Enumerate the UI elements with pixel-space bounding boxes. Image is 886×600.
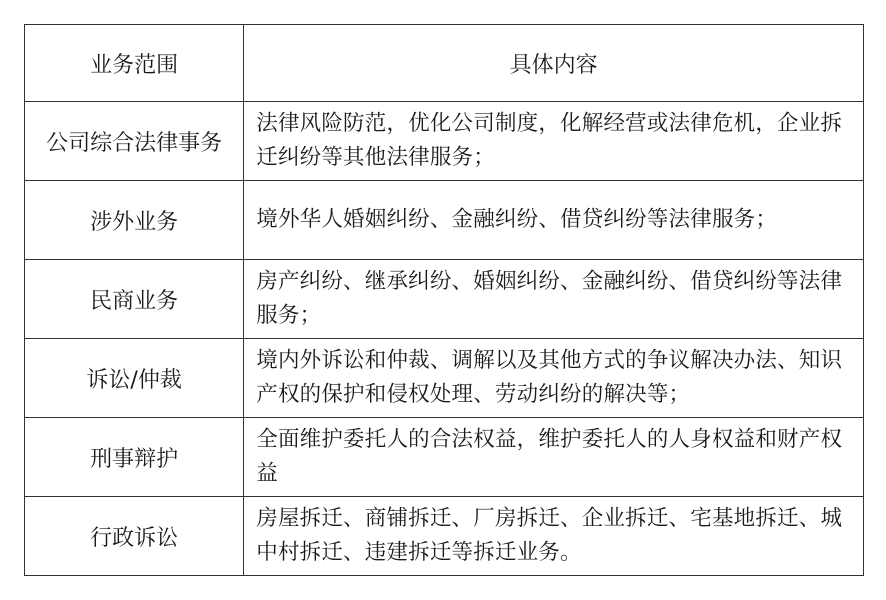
table-row [25, 181, 864, 260]
row-content: 房屋拆迁、商铺拆迁、厂房拆迁、企业拆迁、宅基地拆迁、城中村拆迁、违建拆迁等拆迁业务。 [244, 497, 864, 576]
row-scope: 诉讼/仲裁 [25, 339, 244, 418]
table-row [25, 260, 864, 339]
table-row [25, 102, 864, 181]
row-scope: 行政诉讼 [25, 497, 244, 576]
services-table [24, 24, 864, 576]
header-content: 具体内容 [244, 25, 864, 102]
table-row [25, 339, 864, 418]
table-row [25, 497, 864, 576]
row-content: 境内外诉讼和仲裁、调解以及其他方式的争议解决办法、知识产权的保护和侵权处理、劳动纠纷的解决等； [244, 339, 864, 418]
row-content: 法律风险防范，优化公司制度，化解经营或法律危机，企业拆迁纠纷等其他法律服务； [244, 102, 864, 181]
row-scope: 民商业务 [25, 260, 244, 339]
row-content: 境外华人婚姻纠纷、金融纠纷、借贷纠纷等法律服务； [244, 181, 864, 260]
row-scope: 公司综合法律事务 [25, 102, 244, 181]
header-scope: 业务范围 [25, 25, 244, 102]
table-row [25, 418, 864, 497]
row-scope: 刑事辩护 [25, 418, 244, 497]
header-row [25, 25, 864, 102]
row-scope: 涉外业务 [25, 181, 244, 260]
row-content: 全面维护委托人的合法权益，维护委托人的人身权益和财产权益 [244, 418, 864, 497]
row-content: 房产纠纷、继承纠纷、婚姻纠纷、金融纠纷、借贷纠纷等法律服务； [244, 260, 864, 339]
